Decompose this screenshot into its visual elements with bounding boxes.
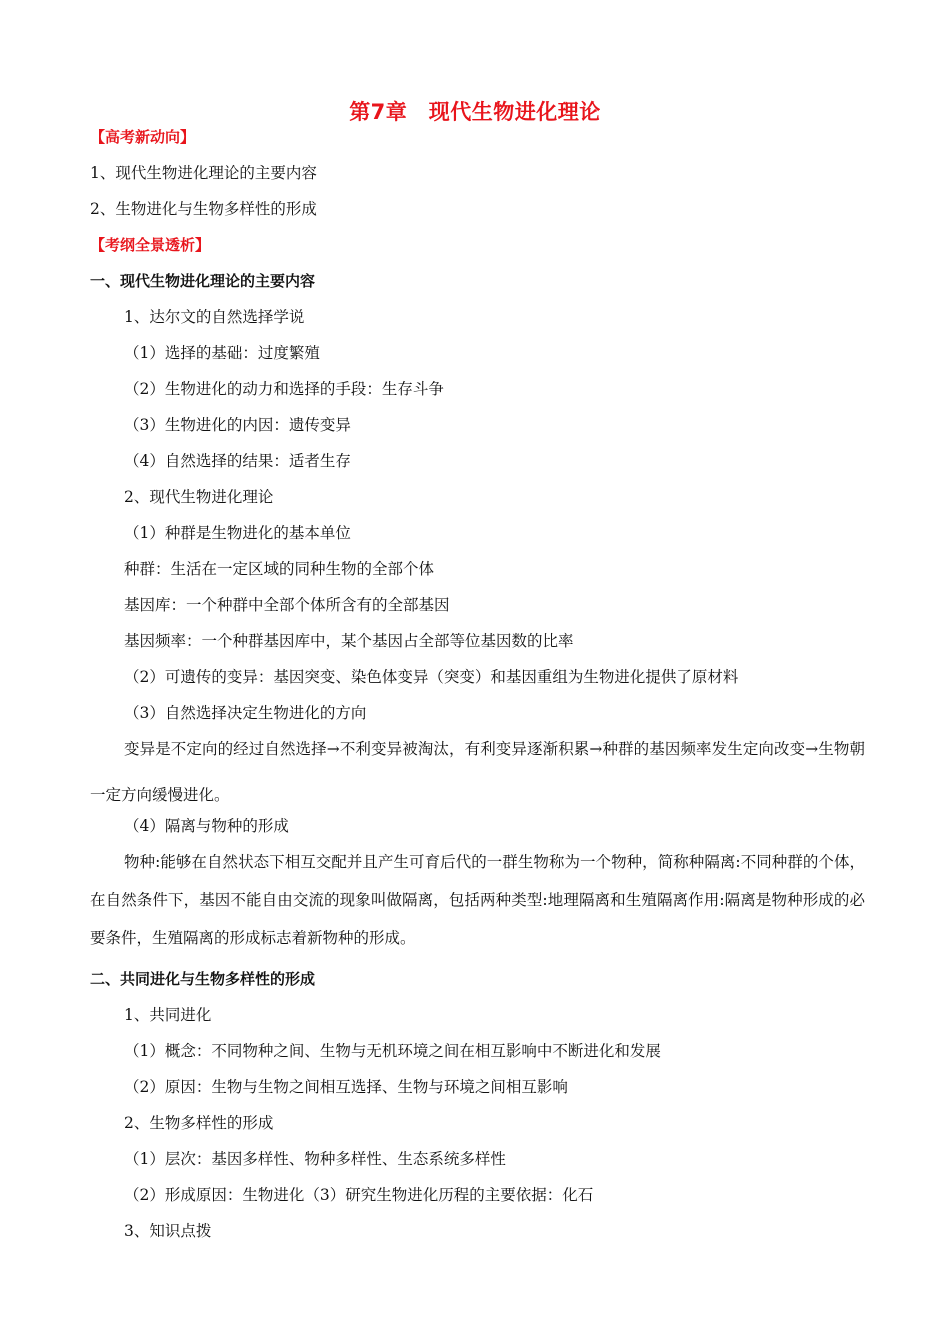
darwin-title: 1、达尔文的自然选择学说 bbox=[124, 308, 305, 326]
coevolution-concept: （1）概念：不同物种之间、生物与无机环境之间在相互影响中不断进化和发展 bbox=[124, 1042, 661, 1060]
definition-population: 种群：生活在一定区域的同种生物的全部个体 bbox=[124, 560, 435, 578]
modern-theory-title: 2、现代生物进化理论 bbox=[124, 488, 274, 506]
biodiversity-title: 2、生物多样性的形成 bbox=[124, 1114, 274, 1132]
page-title: 第7章 现代生物进化理论 bbox=[349, 100, 601, 124]
coevolution-title: 1、共同进化 bbox=[124, 1006, 212, 1024]
gaokao-item-1: 1、现代生物进化理论的主要内容 bbox=[90, 164, 317, 182]
biodiversity-levels: （1）层次：基因多样性、物种多样性、生态系统多样性 bbox=[124, 1150, 506, 1168]
definition-gene-frequency: 基因频率：一个种群基因库中，某个基因占全部等位基因数的比率 bbox=[124, 632, 574, 650]
darwin-point-4: （4）自然选择的结果：适者生存 bbox=[124, 452, 351, 470]
paragraph-species-isolation: 物种:能够在自然状态下相互交配并且产生可育后代的一群生物称为一个物种，简称种隔离:不同种群的个体，在自然条件下，基因不能自由交流的现象叫做隔离，包括两种类型:地理隔离和生殖隔离作用:隔离是物种形成的必要条件，生殖隔离的形成标志着新物种的形成。 bbox=[90, 853, 865, 947]
paragraph-natural-selection: 变异是不定向的经过自然选择→不利变异被淘汰，有利变异逐渐积累→种群的基因频率发生定向改变→生物朝一定方向缓慢进化。 bbox=[90, 740, 865, 804]
gaokao-item-2: 2、生物进化与生物多样性的形成 bbox=[90, 200, 317, 218]
modern-point-2: （2）可遗传的变异：基因突变、染色体变异（突变）和基因重组为生物进化提供了原材料 bbox=[124, 668, 739, 686]
definition-gene-pool: 基因库：一个种群中全部个体所含有的全部基因 bbox=[124, 596, 450, 614]
darwin-point-3: （3）生物进化的内因：遗传变异 bbox=[124, 416, 351, 434]
darwin-point-2: （2）生物进化的动力和选择的手段：生存斗争 bbox=[124, 380, 444, 398]
kaogang-heading: 【考纲全景透析】 bbox=[90, 236, 211, 254]
modern-point-3: （3）自然选择决定生物进化的方向 bbox=[124, 704, 367, 722]
biodiversity-reason: （2）形成原因：生物进化（3）研究生物进化历程的主要依据：化石 bbox=[124, 1186, 594, 1204]
modern-point-4: （4）隔离与物种的形成 bbox=[124, 817, 289, 835]
gaokao-heading: 【高考新动向】 bbox=[90, 128, 196, 146]
modern-point-1: （1）种群是生物进化的基本单位 bbox=[124, 524, 351, 542]
knowledge-tips-title: 3、知识点拨 bbox=[124, 1222, 212, 1240]
coevolution-reason: （2）原因：生物与生物之间相互选择、生物与环境之间相互影响 bbox=[124, 1078, 568, 1096]
section-1-heading: 一、现代生物进化理论的主要内容 bbox=[90, 272, 316, 290]
darwin-point-1: （1）选择的基础：过度繁殖 bbox=[124, 344, 320, 362]
section-2-heading: 二、共同进化与生物多样性的形成 bbox=[90, 970, 316, 988]
